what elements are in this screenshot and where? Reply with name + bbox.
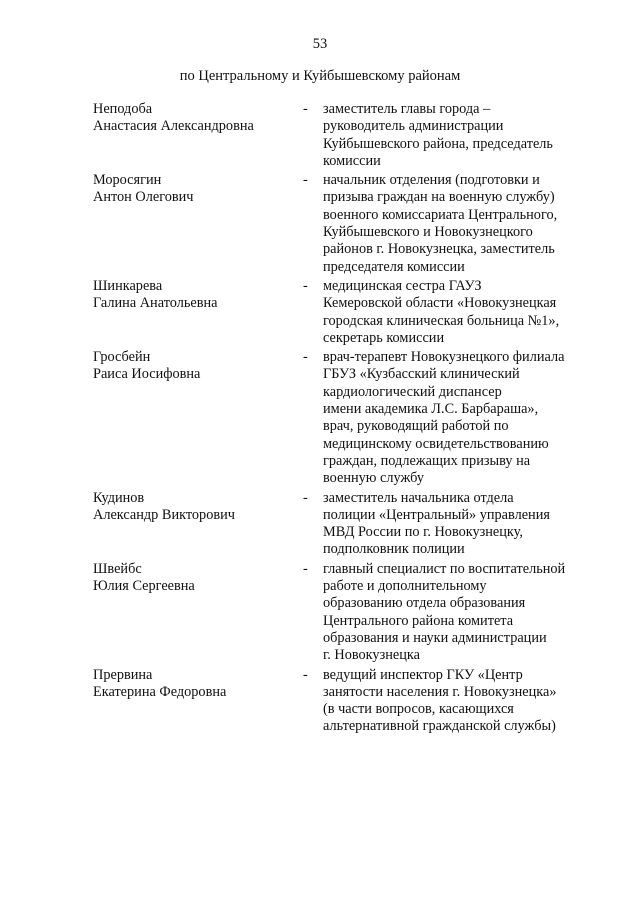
member-role-line: ГБУЗ «Кузбасский клинический bbox=[323, 366, 520, 383]
member-role-line: занятости населения г. Новокузнецка» bbox=[323, 683, 557, 700]
member-name-line: Кудинов bbox=[93, 489, 145, 506]
member-row bbox=[93, 561, 603, 665]
member-name-line: Шинкарева bbox=[93, 277, 163, 294]
member-role-line: кардиологический диспансер bbox=[323, 383, 502, 400]
member-name-line: Швейбс bbox=[93, 560, 142, 577]
member-role bbox=[323, 278, 593, 347]
member-name-line: Прервина bbox=[93, 666, 153, 683]
member-role-line: призыва граждан на военную службу) bbox=[323, 189, 555, 206]
member-role-line: заместитель начальника отдела bbox=[323, 489, 514, 506]
member-name-line: Александр Викторович bbox=[93, 506, 235, 523]
member-dash: - bbox=[303, 172, 308, 189]
member-role-line: начальник отделения (подготовки и bbox=[323, 172, 540, 189]
member-role-line: ведущий инспектор ГКУ «Центр bbox=[323, 666, 523, 683]
member-role-line: комиссии bbox=[323, 152, 381, 169]
member-dash: - bbox=[303, 101, 308, 117]
member-row bbox=[93, 490, 603, 559]
member-role-line: заместитель главы города – bbox=[323, 101, 491, 117]
member-name bbox=[93, 278, 303, 313]
member-role bbox=[323, 667, 593, 736]
member-role bbox=[323, 349, 593, 487]
member-role-line: Кемеровской области «Новокузнецкая bbox=[323, 295, 557, 312]
member-role-line: имени академика Л.С. Барбараша», bbox=[323, 401, 539, 418]
member-role-line: альтернативной гражданской службы) bbox=[323, 718, 556, 735]
member-role-line: г. Новокузнецка bbox=[323, 647, 420, 664]
member-name bbox=[93, 101, 303, 136]
member-name-line: Антон Олегович bbox=[93, 189, 194, 206]
member-role bbox=[323, 490, 593, 559]
member-dash: - bbox=[303, 277, 308, 294]
member-role-line: главный специалист по воспитательной bbox=[323, 560, 566, 577]
member-dash: - bbox=[303, 489, 308, 506]
member-row bbox=[93, 667, 603, 736]
member-role-line: врач-терапевт Новокузнецкого филиала bbox=[323, 349, 565, 366]
member-dash: - bbox=[303, 666, 308, 683]
member-role-line: врач, руководящий работой по bbox=[323, 418, 509, 435]
member-role-line: Центрального района комитета bbox=[323, 612, 514, 629]
member-role-line: военного комиссариата Центрального, bbox=[323, 206, 558, 223]
member-name bbox=[93, 667, 303, 702]
member-role-line: Куйбышевского района, председатель bbox=[323, 135, 553, 152]
member-role-line: районов г. Новокузнецка, заместитель bbox=[323, 241, 555, 258]
member-role-line: председателя комиссии bbox=[323, 258, 465, 275]
member-name-line: Раиса Иосифовна bbox=[93, 366, 201, 383]
member-role-line: медицинская сестра ГАУЗ bbox=[323, 277, 482, 294]
member-name-line: Неподоба bbox=[93, 101, 153, 117]
member-name bbox=[93, 490, 303, 525]
member-dash: - bbox=[303, 560, 308, 577]
member-role-line: работе и дополнительному bbox=[323, 578, 487, 595]
member-role-line: Куйбышевского и Новокузнецкого bbox=[323, 224, 533, 241]
member-name bbox=[93, 561, 303, 596]
member-name-line: Екатерина Федоровна bbox=[93, 683, 227, 700]
member-row bbox=[93, 172, 603, 276]
member-role-line: военную службу bbox=[323, 470, 425, 487]
member-row bbox=[93, 278, 603, 347]
member-role-line: секретарь комиссии bbox=[323, 329, 445, 346]
member-role-line: медицинскому освидетельствованию bbox=[323, 435, 549, 452]
member-role-line: (в части вопросов, касающихся bbox=[323, 701, 514, 718]
member-dash: - bbox=[303, 349, 308, 366]
member-role-line: подполковник полиции bbox=[323, 541, 465, 558]
member-role bbox=[323, 101, 593, 170]
section-heading: по Центральному и Куйбышевскому районам bbox=[179, 68, 461, 84]
member-role bbox=[323, 561, 593, 665]
member-name-line: Юлия Сергеевна bbox=[93, 578, 195, 595]
member-role bbox=[323, 172, 593, 276]
member-name-line: Моросягин bbox=[93, 172, 162, 189]
member-name bbox=[93, 349, 303, 384]
page-number: 53 bbox=[312, 36, 328, 52]
member-name-line: Анастасия Александровна bbox=[93, 118, 254, 135]
member-row bbox=[93, 349, 603, 487]
member-role-line: МВД России по г. Новокузнецку, bbox=[323, 524, 523, 541]
member-name bbox=[93, 172, 303, 207]
member-role-line: городская клиническая больница №1», bbox=[323, 312, 560, 329]
commission-members-list bbox=[93, 101, 603, 738]
member-row bbox=[93, 101, 603, 170]
member-role-line: полиции «Центральный» управления bbox=[323, 506, 550, 523]
member-role-line: образования и науки администрации bbox=[323, 629, 547, 646]
member-role-line: образованию отдела образования bbox=[323, 595, 526, 612]
member-role-line: руководитель администрации bbox=[323, 118, 504, 135]
member-name-line: Галина Анатольевна bbox=[93, 295, 218, 312]
member-role-line: граждан, подлежащих призыву на bbox=[323, 452, 531, 469]
member-name-line: Гросбейн bbox=[93, 349, 151, 366]
